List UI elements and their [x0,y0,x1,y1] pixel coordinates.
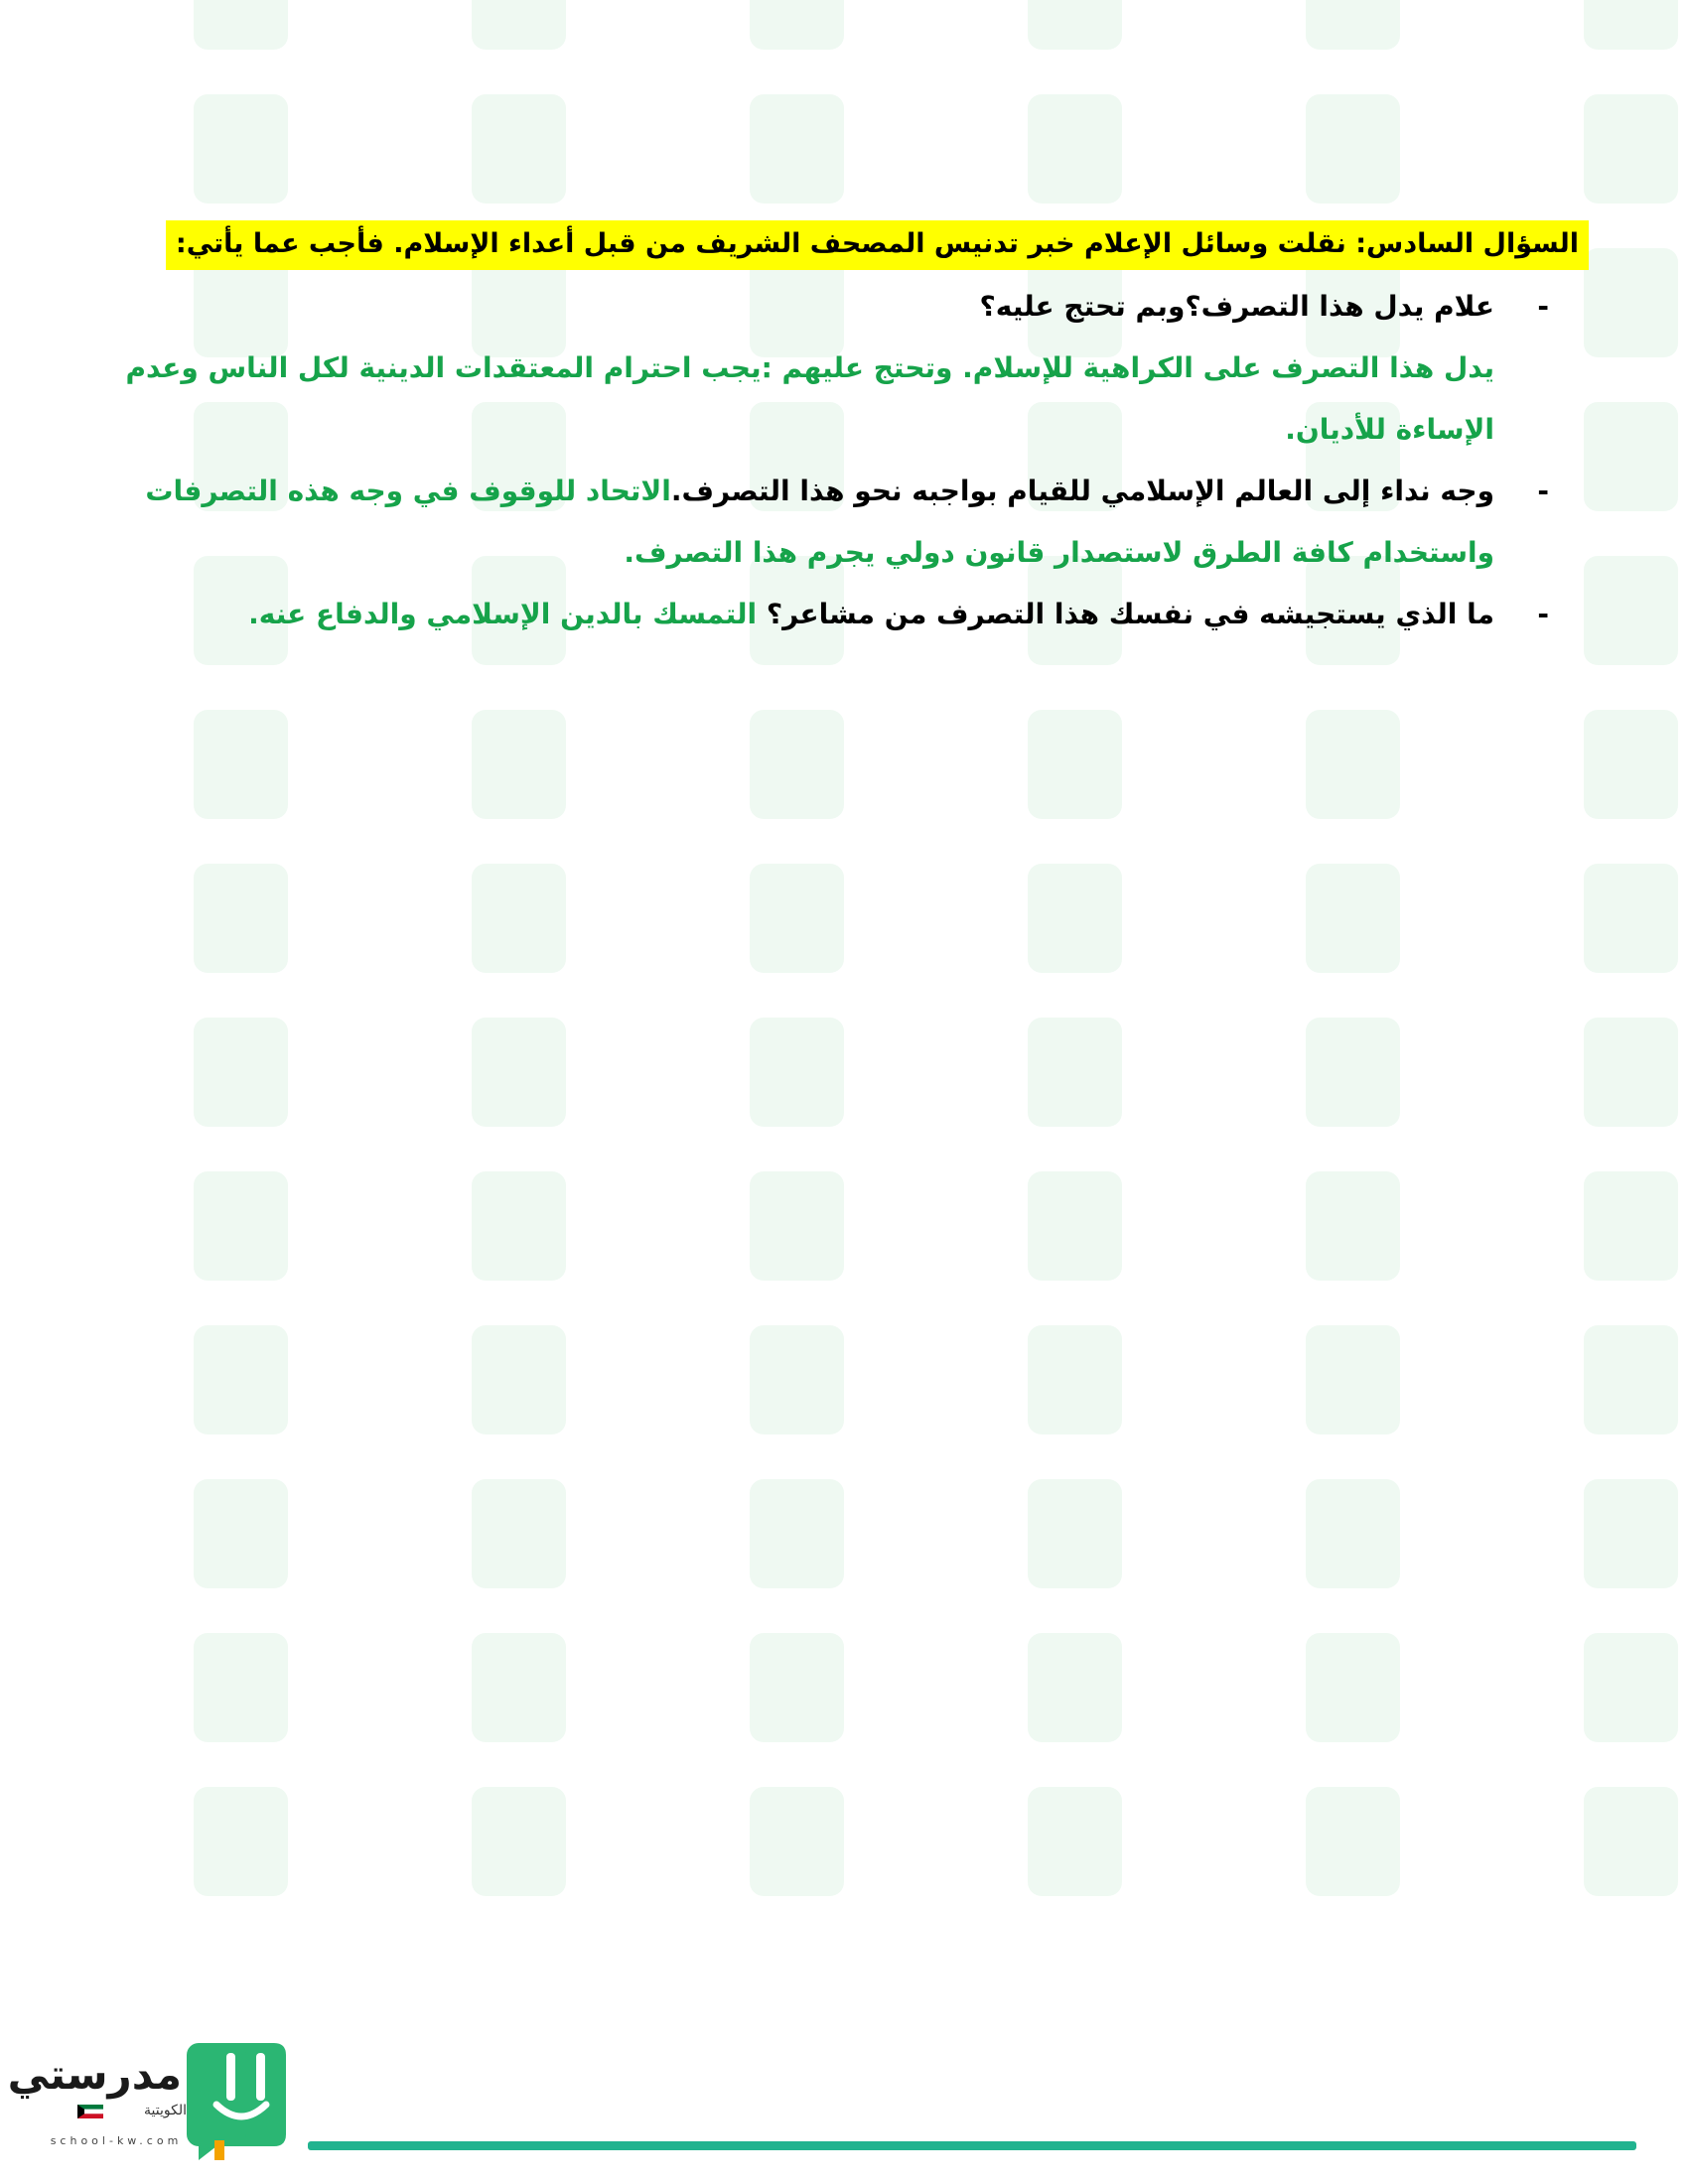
watermark-tile [884,1171,1122,1281]
question-content [99,220,1589,645]
watermark-book-icon [1306,1171,1400,1281]
watermark-book-icon [472,1479,566,1588]
watermark-book-icon [1584,1018,1678,1127]
watermark-tile [50,94,288,204]
watermark-book-icon [472,1171,566,1281]
watermark-book-icon [1028,0,1122,50]
watermark-tile [50,1018,288,1127]
watermark-tile [1440,1633,1678,1742]
watermark-tile [884,1325,1122,1434]
watermark-tile [1162,1633,1400,1742]
watermark-book-icon [472,94,566,204]
watermark-tile [884,0,1122,50]
watermark-book-icon [1584,864,1678,973]
item-question: ما الذي يستجيشه في نفسك هذا التصرف من مشاعر؟ [757,598,1494,630]
watermark-book-icon [750,1018,844,1127]
watermark-book-icon [1584,402,1678,511]
watermark-tile [1162,1018,1400,1127]
watermark-book-icon [1306,0,1400,50]
watermark-tile [50,1633,288,1742]
watermark-book-icon [1584,1171,1678,1281]
watermark-book-icon [1028,1171,1122,1281]
list-item [104,276,1549,461]
watermark-tile [1162,94,1400,204]
watermark-tile [884,710,1122,819]
watermark-book-icon [1306,1633,1400,1742]
watermark-tile [50,710,288,819]
watermark-tile [1440,710,1678,819]
watermark-tile [606,710,844,819]
watermark-tile [1440,1325,1678,1434]
watermark-book-icon [1584,1787,1678,1896]
watermark-tile [884,864,1122,973]
watermark-tile [328,1787,566,1896]
watermark-book-icon [1306,864,1400,973]
watermark-book-icon [750,1171,844,1281]
watermark-book-icon [194,1325,288,1434]
watermark-tile [328,864,566,973]
watermark-book-icon [1028,1018,1122,1127]
watermark-tile [50,1171,288,1281]
watermark-book-icon [1584,94,1678,204]
watermark-tile [1440,1018,1678,1127]
footer-divider [308,2141,1636,2150]
watermark-book-icon [750,1633,844,1742]
watermark-book-icon [1306,1325,1400,1434]
watermark-book-icon [1028,1633,1122,1742]
watermark-tile [50,1787,288,1896]
item-question: وجه نداء إلى العالم الإسلامي للقيام بواجبه نحو هذا التصرف. [670,475,1494,507]
watermark-tile [1162,1325,1400,1434]
logo-url: school-kw.com [50,2134,183,2147]
watermark-tile [606,1479,844,1588]
watermark-tile [328,1633,566,1742]
watermark-book-icon [472,710,566,819]
watermark-book-icon [1584,710,1678,819]
watermark-tile [328,710,566,819]
watermark-tile [328,94,566,204]
watermark-tile [328,1479,566,1588]
watermark-book-icon [472,1787,566,1896]
watermark-book-icon [1584,248,1678,357]
watermark-book-icon [472,0,566,50]
watermark-book-icon [1306,710,1400,819]
watermark-book-icon [472,864,566,973]
watermark-tile [50,864,288,973]
watermark-tile [884,94,1122,204]
watermark-book-icon [1028,1479,1122,1588]
watermark-tile [1162,0,1400,50]
watermark-book-icon [750,1479,844,1588]
watermark-tile [606,1325,844,1434]
watermark-tile [606,1171,844,1281]
list-item [104,461,1549,584]
bullet-dash: - [1537,290,1549,323]
watermark-book-icon [1584,0,1678,50]
watermark-book-icon [472,1018,566,1127]
watermark-book-icon [1584,1633,1678,1742]
watermark-book-icon [1028,864,1122,973]
watermark-tile [1162,1171,1400,1281]
watermark-tile [606,0,844,50]
watermark-tile [1440,864,1678,973]
watermark-book-icon [1028,94,1122,204]
watermark-tile [1440,94,1678,204]
watermark-tile [1440,1171,1678,1281]
book-logo-icon [187,2043,286,2160]
logo-subtitle: الكويتية [144,2103,187,2118]
watermark-book-icon [472,1325,566,1434]
watermark-book-icon [194,1479,288,1588]
watermark-book-icon [194,94,288,204]
watermark-tile [606,94,844,204]
watermark-book-icon [194,1787,288,1896]
item-answer: يدل هذا التصرف على الكراهية للإسلام. وتحتج عليهم :يجب احترام المعتقدات الدينية لكل الناس وعدم الإساءة للأديان. [125,351,1494,446]
bullet-dash: - [1537,598,1549,630]
watermark-tile [606,864,844,973]
bullet-dash: - [1537,475,1549,507]
watermark-tile [328,1325,566,1434]
watermark-tile [884,1018,1122,1127]
watermark-tile [50,1325,288,1434]
watermark-tile [50,1479,288,1588]
watermark-tile [884,1787,1122,1896]
item-answer: الاتحاد للوقوف في وجه هذه التصرفات واستخدام كافة الطرق لاستصدار قانون دولي يجرم هذا التصرف. [145,475,1494,569]
watermark-book-icon [1306,1018,1400,1127]
watermark-book-icon [1306,1479,1400,1588]
watermark-tile [1162,864,1400,973]
watermark-book-icon [194,1018,288,1127]
watermark-book-icon [1028,1325,1122,1434]
watermark-tile [884,1633,1122,1742]
watermark-tile [606,1787,844,1896]
watermark-book-icon [1028,710,1122,819]
watermark-book-icon [750,94,844,204]
watermark-tile [328,0,566,50]
item-question: علام يدل هذا التصرف؟وبم تحتج عليه؟ [979,290,1494,323]
question-title: السؤال السادس: نقلت وسائل الإعلام خبر تدنيس المصحف الشريف من قبل أعداء الإسلام. فأجب عما يأتي: [166,220,1589,270]
watermark-book-icon [194,0,288,50]
watermark-tile [1440,1787,1678,1896]
watermark-book-icon [194,1171,288,1281]
watermark-tile [1440,0,1678,50]
watermark-book-icon [1584,1479,1678,1588]
list-item [104,584,1549,645]
watermark-tile [1440,1479,1678,1588]
watermark-tile [1162,710,1400,819]
watermark-tile [50,0,288,50]
watermark-tile [606,1633,844,1742]
watermark-book-icon [1306,94,1400,204]
item-answer: التمسك بالدين الإسلامي والدفاع عنه. [248,598,758,630]
watermark-book-icon [750,1325,844,1434]
watermark-book-icon [1028,1787,1122,1896]
watermark-tile [606,1018,844,1127]
watermark-book-icon [750,710,844,819]
question-items [99,276,1589,645]
watermark-book-icon [750,0,844,50]
watermark-book-icon [194,1633,288,1742]
watermark-book-icon [194,864,288,973]
watermark-book-icon [472,1633,566,1742]
watermark-tile [1162,1479,1400,1588]
watermark-tile [884,1479,1122,1588]
watermark-book-icon [1584,556,1678,665]
watermark-book-icon [750,1787,844,1896]
watermark-book-icon [1306,1787,1400,1896]
logo-wordmark: مدرستي [7,2050,182,2099]
watermark-tile [1162,1787,1400,1896]
watermark-book-icon [750,864,844,973]
watermark-tile [328,1171,566,1281]
footer-logo [7,2043,296,2172]
watermark-book-icon [1584,1325,1678,1434]
watermark-book-icon [194,710,288,819]
watermark-tile [328,1018,566,1127]
